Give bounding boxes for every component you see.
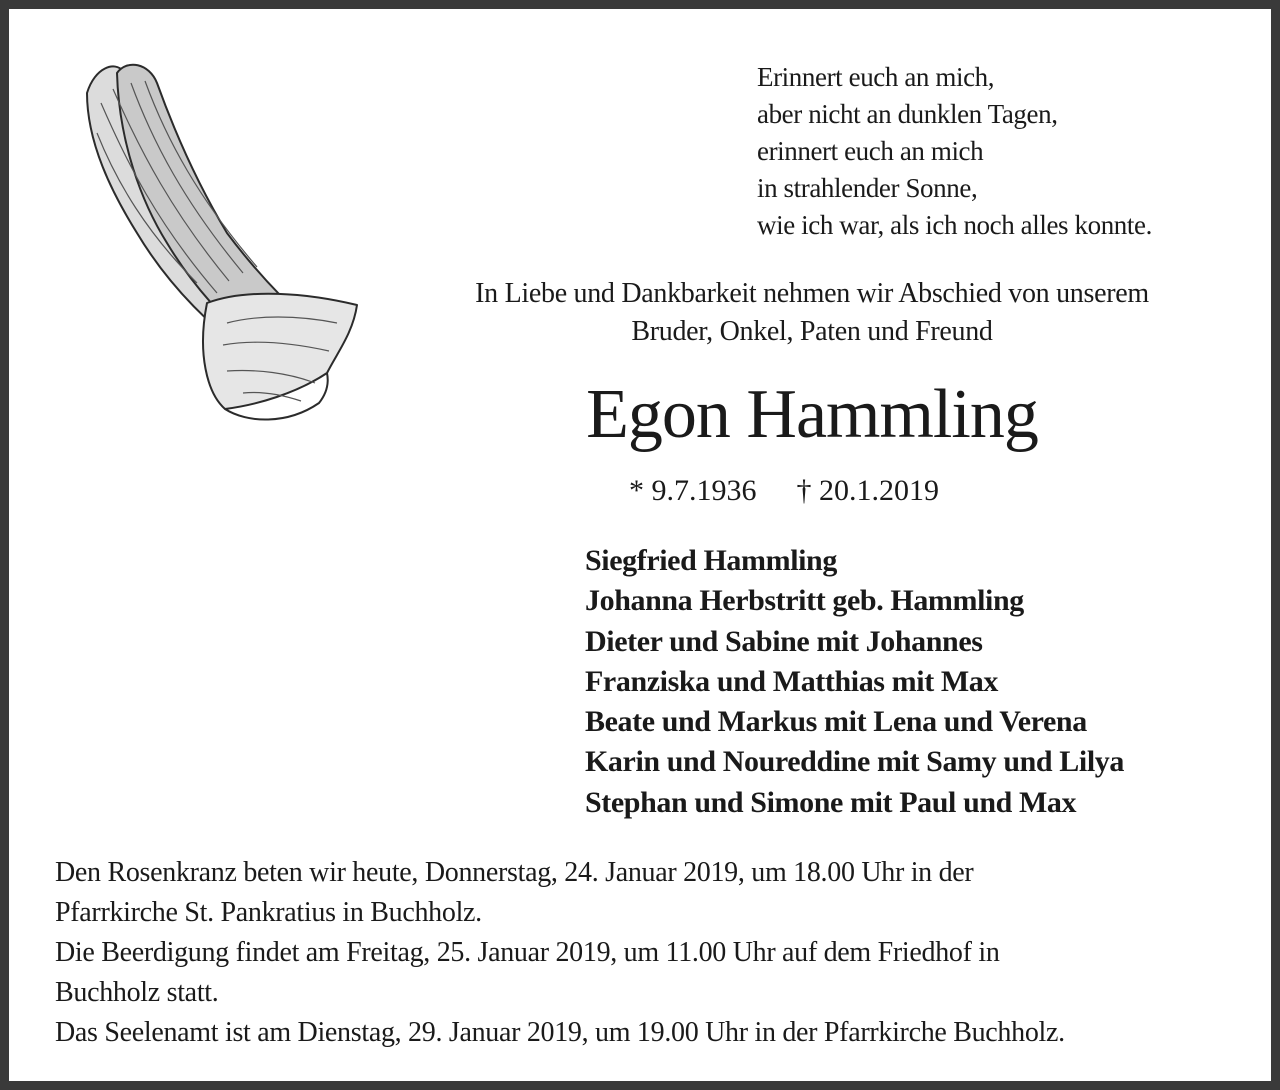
intro-text — [381, 275, 1243, 351]
mourner-line: Johanna Herbstritt geb. Hammling — [585, 584, 1024, 618]
poem-line: erinnert euch an mich — [757, 136, 984, 166]
life-dates — [629, 471, 939, 511]
mourner-line: Siegfried Hammling — [585, 544, 837, 577]
notes-line: Pfarrkirche St. Pankratius in Buchholz. — [55, 897, 482, 928]
mourner-line: Dieter und Sabine mit Johannes — [585, 624, 983, 658]
notes-line: Buchholz statt. — [55, 977, 219, 1008]
mourner-line: Franziska und Matthias mit Max — [585, 664, 999, 698]
notes-line: Den Rosenkranz beten wir heute, Donnerstag, 24. Januar 2019, um 18.00 Uhr in der — [55, 857, 974, 888]
intro-line: Bruder, Onkel, Paten und Freund — [631, 316, 993, 347]
service-notes — [55, 853, 1235, 1053]
notes-line: Das Seelenamt ist am Dienstag, 29. Januar 2019, um 19.00 Uhr in der Pfarrkirche Buchholz. — [55, 1017, 1065, 1048]
mourner-line: Stephan und Simone mit Paul und Max — [585, 785, 1077, 819]
birth-date: * 9.7.1936 — [629, 474, 757, 507]
mourner-line: Karin und Noureddine mit Samy und Lilya — [585, 745, 1124, 779]
poem-line: aber nicht an dunklen Tagen, — [757, 99, 1058, 129]
death-date: † 20.1.2019 — [796, 474, 939, 507]
poem — [757, 59, 1152, 244]
notes-line: Die Beerdigung findet am Freitag, 25. Januar 2019, um 11.00 Uhr auf dem Friedhof in — [55, 937, 1000, 968]
deceased-name: Egon Hammling — [586, 376, 1038, 453]
mourners-list — [585, 541, 1124, 823]
poem-line: Erinnert euch an mich, — [757, 62, 995, 92]
praying-hands-icon — [57, 53, 367, 443]
poem-line: in strahlender Sonne, — [757, 173, 978, 203]
poem-line: wie ich war, als ich noch alles konnte. — [757, 210, 1152, 240]
mourner-line: Beate und Markus mit Lena und Verena — [585, 705, 1087, 739]
intro-line: In Liebe und Dankbarkeit nehmen wir Abschied von unserem — [475, 278, 1149, 309]
